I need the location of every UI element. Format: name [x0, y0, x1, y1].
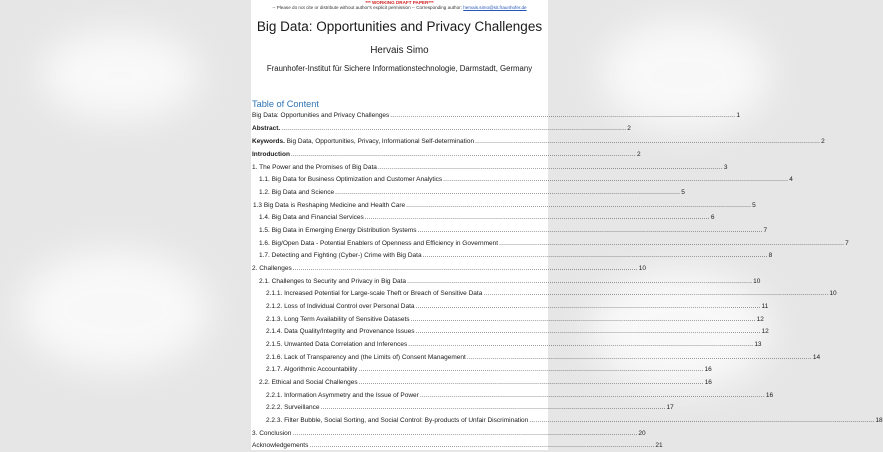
toc-entry-page: 5 [752, 202, 756, 209]
toc-entry-label: Acknowledgements [252, 442, 309, 449]
dot-leader: ............................................................................................................................................................................ [483, 290, 829, 297]
toc-entry-label: 1.6. Big/Open Data - Potential Enablers of Openness and Efficiency in Government [259, 240, 499, 247]
toc-entry-label: 2.2.3. Filter Bubble, Social Sorting, and Social Control: By-products of Unfair Discrimination [266, 417, 529, 424]
toc-entry-page: 20 [638, 430, 646, 437]
toc-entry-label: 1.4. Big Data and Financial Services [259, 214, 364, 221]
toc-entry-page: 11 [761, 303, 769, 310]
dot-leader: ............................................................................................................................................................................ [292, 430, 638, 437]
background-blur [20, 250, 210, 370]
toc-entry-page: 5 [681, 189, 685, 196]
dot-leader: ............................................................................................................................................................................ [499, 240, 845, 247]
dot-leader: ............................................................................................................................................................................ [377, 164, 723, 171]
paper-page [251, 0, 883, 450]
toc-entry[interactable] [251, 303, 769, 313]
toc-entry-label: 2.1.7. Algorithmic Accountability [266, 366, 358, 373]
dot-leader: ............................................................................................................................................................................ [407, 278, 753, 285]
dot-leader: ............................................................................................................................................................................ [415, 303, 761, 310]
toc-entry-page: 10 [829, 290, 837, 297]
dot-leader: ............................................................................................................................................................................ [410, 316, 756, 323]
toc-entry-label: 1.7. Detecting and Fighting (Cyber-) Crime with Big Data [259, 252, 422, 259]
toc-entry-page: 6 [710, 214, 715, 221]
toc-entry-page: 1 [736, 112, 740, 119]
dot-leader: ............................................................................................................................................................................ [292, 265, 638, 272]
toc-entry-page: 16 [704, 379, 712, 386]
toc-entry-label: 1.3 Big Data is Reshaping Medicine and Health Care [253, 202, 406, 209]
toc-entry-page: 4 [789, 176, 793, 183]
dot-leader: ............................................................................................................................................................................ [358, 379, 704, 386]
dot-leader: ............................................................................................................................................................................ [406, 202, 752, 209]
dot-leader: ............................................................................................................................................................................ [529, 417, 875, 424]
dot-leader: ............................................................................................................................................................................ [320, 404, 666, 411]
toc-entry[interactable] [251, 392, 774, 402]
toc-entry-page: 10 [753, 278, 761, 285]
toc-entry-label: 2.2. Ethical and Social Challenges [259, 379, 358, 386]
dot-leader: ............................................................................................................................................................................ [475, 138, 821, 145]
toc-entry-page: 2 [821, 138, 825, 145]
toc-entry-page: 18 [875, 417, 883, 424]
permission-notice [251, 5, 548, 10]
toc-entry[interactable] [251, 164, 728, 174]
author-email-link[interactable]: hervais.simo@sit.fraunhofer.de [463, 5, 527, 10]
toc-entry[interactable] [251, 202, 756, 212]
toc-entry-page: 13 [754, 341, 762, 348]
dot-leader: ............................................................................................................................................................................ [335, 189, 681, 196]
toc-entry-label: 2.2.1. Information Asymmetry and the Issue of Power [266, 392, 419, 399]
toc-entry[interactable] [251, 240, 849, 250]
toc-entry[interactable] [251, 316, 764, 326]
toc-entry-label: 1.5. Big Data in Emerging Energy Distribution Systems [259, 227, 417, 234]
draft-notice: *** WORKING DRAFT PAPER*** [365, 0, 434, 5]
toc-entry[interactable] [251, 252, 773, 262]
toc-entry-label: 2.1.3. Long Term Availability of Sensitive Datasets [266, 316, 410, 323]
toc-entry[interactable] [251, 442, 663, 452]
toc-entry[interactable] [251, 430, 646, 440]
dot-leader: ............................................................................................................................................................................ [443, 176, 789, 183]
dot-leader: ............................................................................................................................................................................ [466, 354, 812, 361]
toc-entry-label: 2.1.2. Loss of Individual Control over Personal Data [266, 303, 415, 310]
toc-entry-page: 3 [723, 164, 728, 171]
toc-entry[interactable] [251, 265, 647, 275]
dot-leader: ............................................................................................................................................................................ [415, 328, 761, 335]
toc-entry[interactable] [251, 290, 837, 300]
toc-entry[interactable] [251, 176, 793, 186]
toc-entry-page: 7 [763, 227, 768, 234]
toc-entry-label: 1. The Power and the Promises of Big Data [252, 164, 377, 171]
toc-entry-page: 17 [666, 404, 674, 411]
toc-entry[interactable] [251, 341, 762, 351]
toc-entry-page: 12 [761, 328, 769, 335]
toc-entry-page: 7 [845, 240, 849, 247]
toc-entry[interactable] [251, 417, 883, 427]
toc-entry-label: 2. Challenges [252, 265, 292, 272]
toc-entry-page: 16 [765, 392, 774, 399]
toc-entry-label: Introduction [252, 151, 290, 158]
toc-entry[interactable] [251, 366, 712, 376]
dot-leader: ............................................................................................................................................................................ [358, 366, 704, 373]
toc-entry-label: 2.1. Challenges to Security and Privacy in Big Data [259, 278, 407, 285]
author-name: Hervais Simo [370, 45, 429, 56]
toc-entry-page: 16 [704, 366, 712, 373]
toc-entry-label: 2.1.4. Data Quality/Integrity and Provenance Issues [266, 328, 415, 335]
toc-entry[interactable] [251, 214, 715, 224]
toc-entry-page: 21 [655, 442, 663, 449]
dot-leader: ............................................................................................................................................................................ [408, 341, 754, 348]
toc-entry[interactable] [251, 278, 761, 288]
dot-leader: ............................................................................................................................................................................ [281, 125, 627, 132]
toc-entry-page: 12 [756, 316, 764, 323]
dot-leader: ............................................................................................................................................................................ [364, 214, 710, 221]
toc-entry-page: 8 [768, 252, 773, 259]
toc-entry-page: 14 [812, 354, 821, 361]
dot-leader: ............................................................................................................................................................................ [422, 252, 768, 259]
toc-entry[interactable] [251, 354, 821, 364]
background-blur [40, 30, 200, 120]
toc-entry-page: 10 [638, 265, 647, 272]
toc-entry-label: Keywords. Big Data, Opportunities, Privacy, Informational Self-determination [252, 138, 475, 145]
toc-entry-page: 2 [636, 151, 641, 158]
toc-entry[interactable] [251, 125, 631, 135]
toc-entry[interactable] [251, 138, 825, 148]
toc-entry[interactable] [251, 227, 768, 237]
toc-entry[interactable] [251, 189, 685, 199]
toc-entry-label: 1.1. Big Data for Business Optimization and Customer Analytics [259, 176, 443, 183]
toc-entry-page: 2 [627, 125, 631, 132]
dot-leader: ............................................................................................................................................................................ [309, 442, 655, 449]
toc-entry[interactable] [251, 112, 740, 122]
toc-entry-label: 2.1.5. Unwanted Data Correlation and Inferences [266, 341, 408, 348]
dot-leader: ............................................................................................................................................................................ [419, 392, 765, 399]
affiliation: Fraunhofer-Institut für Sichere Informationstechnologie, Darmstadt, Germany [266, 64, 533, 73]
toc-entry[interactable] [251, 379, 712, 389]
toc-entry-label: 1.2. Big Data and Science [259, 189, 335, 196]
toc-entry[interactable] [251, 404, 674, 414]
dot-leader: ............................................................................................................................................................................ [390, 112, 736, 119]
toc-entry-label: 2.1.6. Lack of Transparency and (the Limits of) Consent Management [266, 354, 466, 361]
permission-text: -- Please do not cite or distribute without author's explicit permission -- Corresponding author: [272, 5, 464, 10]
toc-entry-label: Abstract. [252, 125, 281, 132]
toc-entry[interactable] [251, 151, 641, 161]
toc-entry-label: 2.2.2. Surveillance [266, 404, 320, 411]
paper-title: Big Data: Opportunities and Privacy Challenges [256, 19, 543, 34]
toc-entry-label: 2.1.1. Increased Potential for Large-scale Theft or Breach of Sensitive Data [266, 290, 483, 297]
dot-leader: ............................................................................................................................................................................ [417, 227, 763, 234]
dot-leader: ............................................................................................................................................................................ [290, 151, 636, 158]
toc-heading: Table of Content [252, 99, 319, 109]
toc-entry[interactable] [251, 328, 769, 338]
toc-entry-label: Big Data: Opportunities and Privacy Challenges [252, 112, 390, 119]
toc-entry-label: 3. Conclusion [252, 430, 292, 437]
